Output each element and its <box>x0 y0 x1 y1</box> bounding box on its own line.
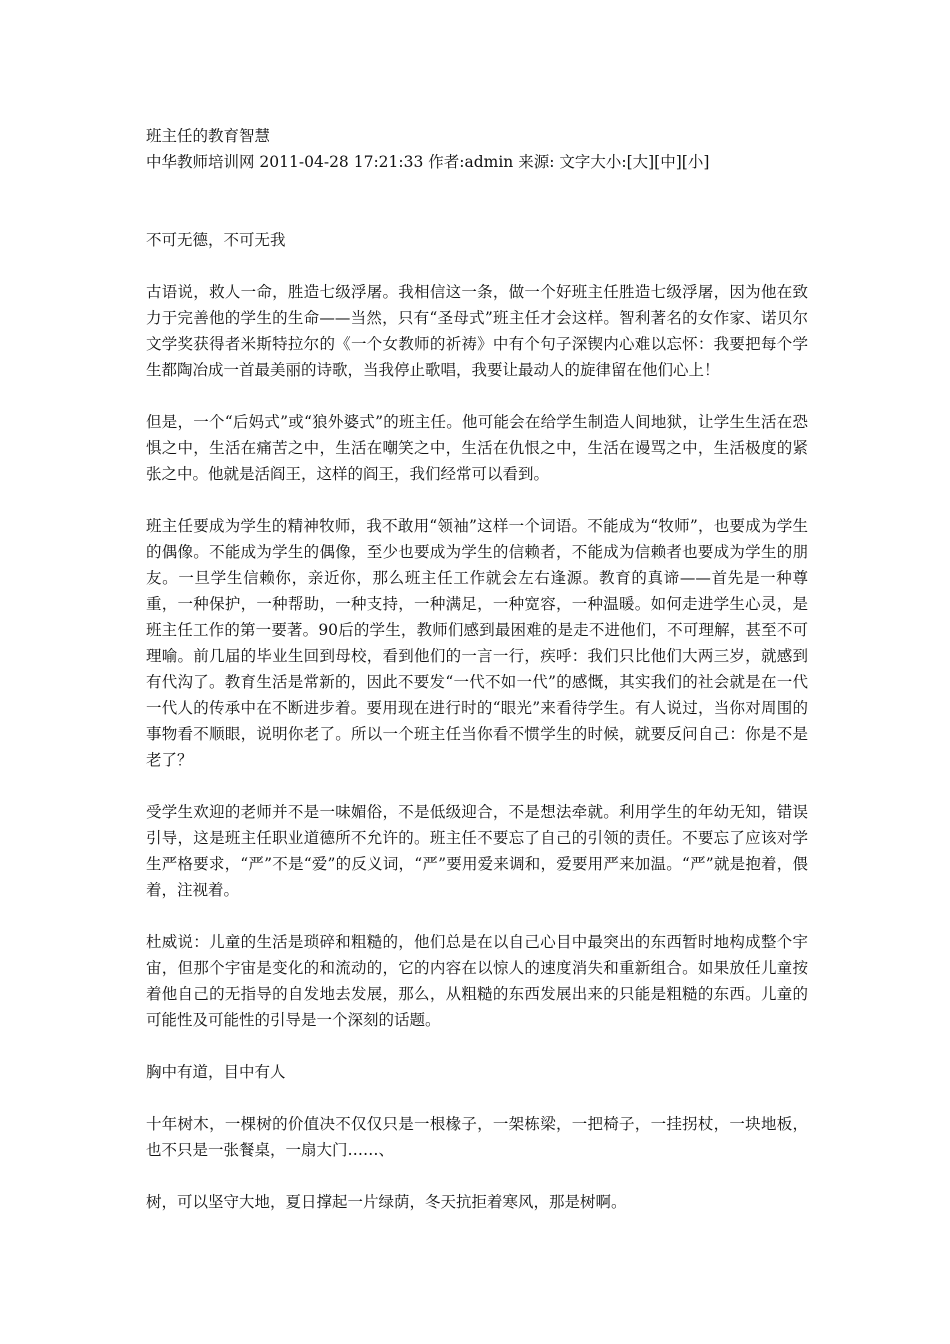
paragraph: 杜威说：儿童的生活是琐碎和粗糙的，他们总是在以自己心目中最突出的东西暂时地构成整个宇宙，但那个宇宙是变化的和流动的，它的内容在以惊人的速度消失和重新组合。如果放任儿童按着他自己的无指导的自发地去发展，那么，从粗糙的东西发展出来的只能是粗糙的东西。儿童的可能性及可能性的引导是一个深刻的话题。 <box>146 933 808 1029</box>
section-heading: 胸中有道，目中有人 <box>146 1063 286 1081</box>
article-meta: 中华教师培训网 2011-04-28 17:21:33 作者:admin 来源: 文字大小:[大][中][小] <box>146 153 710 171</box>
section-heading: 不可无德，不可无我 <box>146 231 286 249</box>
paragraph: 树，可以坚守大地，夏日撑起一片绿荫，冬天抗拒着寒风，那是树啊。 <box>146 1193 627 1211</box>
paragraph: 十年树木，一棵树的价值决不仅仅只是一根椽子，一架栋梁，一把椅子，一挂拐杖，一块地板，也不只是一张餐桌，一扇大门……、 <box>146 1115 808 1159</box>
article-title: 班主任的教育智慧 <box>146 127 271 145</box>
paragraph: 古语说，救人一命，胜造七级浮屠。我相信这一条，做一个好班主任胜造七级浮屠，因为他在致力于完善他的学生的生命——当然，只有“圣母式”班主任才会这样。智利著名的女作家、诺贝尔文学奖获得者米斯特拉尔的《一个女教师的祈祷》中有个句子深锲内心难以忘怀：我要把每个学生都陶冶成一首最美丽的诗歌，当我停止歌唱，我要让最动人的旋律留在他们心上！ <box>146 283 808 379</box>
paragraph: 受学生欢迎的老师并不是一味媚俗，不是低级迎合，不是想法牵就。利用学生的年幼无知，错误引导，这是班主任职业道德所不允许的。班主任不要忘了自己的引领的责任。不要忘了应该对学生严格要求，“严”不是“爱”的反义词，“严”要用爱来调和，爱要用严来加温。“严”就是抱着，偎着，注视着。 <box>146 803 808 899</box>
paragraph: 班主任要成为学生的精神牧师，我不敢用“领袖”这样一个词语。不能成为“牧师”，也要成为学生的偶像。不能成为学生的偶像，至少也要成为学生的信赖者，不能成为信赖者也要成为学生的朋友。一旦学生信赖你，亲近你，那么班主任工作就会左右逢源。教育的真谛——首先是一种尊重，一种保护，一种帮助，一种支持，一种满足，一种宽容，一种温暖。如何走进学生心灵，是班主任工作的第一要著。90后的学生，教师们感到最困难的是走不进他们，不可理解，甚至不可理喻。前几届的毕业生回到母校，看到他们的一言一行，疾呼：我们只比他们大两三岁，就感到有代沟了。教育生活是常新的，因此不要发“一代不如一代”的感慨，其实我们的社会就是在一代一代人的传承中在不断进步着。要用现在进行时的“眼光”来看待学生。有人说过，当你对周围的事物看不顺眼，说明你老了。所以一个班主任当你看不惯学生的时候，就要反问自己：你是不是老了？ <box>146 517 808 769</box>
document-page <box>146 123 808 1241</box>
paragraph: 但是，一个“后妈式”或“狼外婆式”的班主任。他可能会在给学生制造人间地狱，让学生生活在恐惧之中，生活在痛苦之中，生活在嘲笑之中，生活在仇恨之中，生活在谩骂之中，生活极度的紧张之中。他就是活阎王，这样的阎王，我们经常可以看到。 <box>146 413 808 483</box>
